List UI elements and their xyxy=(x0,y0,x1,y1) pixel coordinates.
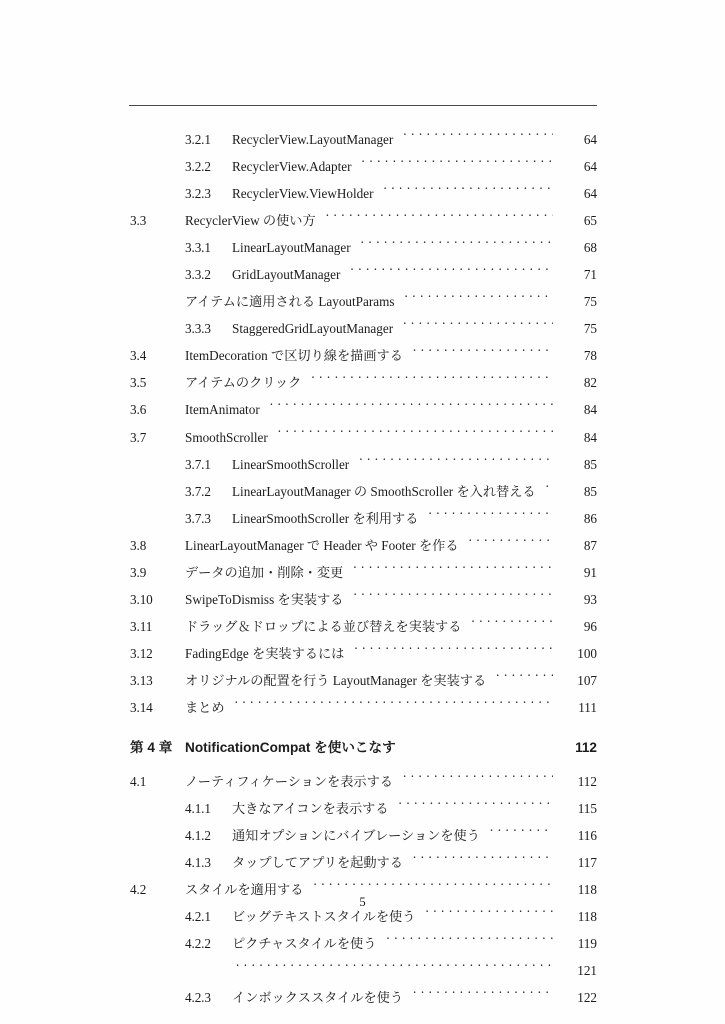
toc-dot-leader xyxy=(490,827,553,840)
toc-dot-leader xyxy=(471,618,553,631)
toc-entry-page-number: 121 xyxy=(577,963,597,979)
toc-dot-leader xyxy=(350,266,553,279)
toc-entry-number: 4.1 xyxy=(130,774,147,790)
toc-entry-title: ItemDecoration で区切り線を描画する xyxy=(185,348,403,364)
toc-dot-leader xyxy=(403,320,553,333)
toc-entry-page-number: 122 xyxy=(577,990,597,1006)
toc-entry-number: 4.2 xyxy=(130,882,147,898)
toc-entry-page-number: 78 xyxy=(583,348,597,364)
toc-entry-page-number: 84 xyxy=(583,429,597,445)
toc-entry[interactable] xyxy=(0,768,725,795)
toc-entry-number: 3.7 xyxy=(130,429,147,445)
toc-entry-title: アイテムのクリック xyxy=(185,375,302,391)
toc-entry-title: LinearLayoutManager で Header や Footer を作る xyxy=(185,537,459,553)
toc-dot-leader xyxy=(413,854,553,867)
toc-entry-number: 3.7.2 xyxy=(185,483,211,499)
toc-entry-page-number: 117 xyxy=(577,855,597,871)
toc-entry-page-number: 100 xyxy=(577,645,597,661)
toc-entry[interactable] xyxy=(0,795,725,822)
toc-entry-number: 3.11 xyxy=(130,618,153,634)
toc-entry-title: RecyclerView の使い方 xyxy=(185,213,316,229)
toc-entry-title: GridLayoutManager xyxy=(232,267,341,283)
toc-entry[interactable] xyxy=(0,640,725,667)
toc-entry-title: RecyclerView.LayoutManager xyxy=(232,132,394,147)
toc-entry[interactable] xyxy=(0,234,725,261)
toc-dot-leader xyxy=(425,908,553,921)
toc-entry[interactable] xyxy=(0,984,725,1011)
chapter-number: 第 4 章 xyxy=(130,740,173,756)
toc-entry-page-number: 85 xyxy=(583,456,597,472)
toc-dot-leader xyxy=(359,455,553,468)
toc-entry[interactable] xyxy=(0,667,725,694)
toc-entry-page-number: 116 xyxy=(577,828,597,844)
toc-entry-page-number: 118 xyxy=(577,909,597,925)
table-of-contents xyxy=(0,126,725,1012)
toc-dot-leader xyxy=(353,564,553,577)
toc-dot-leader xyxy=(353,591,553,604)
toc-entry-title: ドラッグ＆ドロップによる並び替えを実装する xyxy=(185,618,462,634)
toc-entry-title: オリジナルの配置を行う LayoutManager を実装する xyxy=(185,672,487,688)
toc-entry-title: スタイルを適用する xyxy=(185,882,304,898)
toc-entry-number: 3.9 xyxy=(130,564,147,580)
toc-dot-leader xyxy=(270,401,553,414)
toc-entry-title: ノーティフィケーションを表示する xyxy=(185,774,393,790)
chapter-title: NotificationCompat を使いこなす xyxy=(185,740,396,756)
toc-dot-leader xyxy=(236,962,553,975)
toc-entry-page-number: 68 xyxy=(583,240,597,256)
toc-entry-page-number: 75 xyxy=(583,294,597,310)
toc-dot-leader xyxy=(278,428,553,441)
toc-entry-number: 3.14 xyxy=(130,699,153,715)
toc-entry-title: LinearSmoothScroller を利用する xyxy=(232,510,419,526)
header-rule xyxy=(129,105,597,106)
toc-entry-page-number: 71 xyxy=(583,267,597,283)
toc-entry-page-number: 87 xyxy=(583,537,597,553)
toc-entry-page-number: 64 xyxy=(583,159,597,175)
toc-dot-leader xyxy=(428,509,553,522)
toc-entry-page-number: 119 xyxy=(577,936,597,952)
toc-entry[interactable] xyxy=(0,930,725,957)
chapter-page-number: 112 xyxy=(575,740,597,756)
toc-entry-page-number: 111 xyxy=(578,699,597,715)
toc-entry-page-number: 118 xyxy=(577,882,597,898)
toc-entries-after-chapter xyxy=(0,768,725,1011)
toc-entry-title: ItemAnimator xyxy=(185,402,260,418)
toc-entry[interactable] xyxy=(0,822,725,849)
toc-entry[interactable] xyxy=(0,613,725,640)
toc-entry[interactable] xyxy=(0,694,725,721)
toc-dot-leader xyxy=(405,293,554,306)
toc-entry-page-number: 85 xyxy=(583,483,597,499)
toc-entry-title: アイテムに適用される LayoutParams xyxy=(185,294,395,310)
toc-entry-page-number: 115 xyxy=(577,801,597,817)
toc-dot-leader xyxy=(496,672,553,685)
toc-entry-number: 3.3.1 xyxy=(185,240,211,256)
toc-dot-leader xyxy=(386,935,553,948)
toc-dot-leader xyxy=(362,158,553,171)
toc-entry-title: 通知オプションにバイブレーションを使う xyxy=(232,828,480,844)
toc-entry-title: StaggeredGridLayoutManager xyxy=(232,321,394,337)
toc-dot-leader xyxy=(361,239,553,252)
toc-entry-number: 4.1.2 xyxy=(185,828,211,844)
toc-entry-number: 4.1.1 xyxy=(185,801,211,817)
toc-dot-leader xyxy=(546,482,553,495)
toc-entry[interactable] xyxy=(0,126,725,153)
toc-entry-title: LinearSmoothScroller xyxy=(232,456,350,472)
toc-entry[interactable] xyxy=(0,180,725,207)
toc-entry-number: 4.2.2 xyxy=(185,936,211,952)
toc-dot-leader xyxy=(403,773,553,786)
toc-entry-title: RecyclerView.ViewHolder xyxy=(232,186,374,202)
toc-entry-title: SwipeToDismiss を実装する xyxy=(185,591,344,607)
toc-dot-leader xyxy=(313,881,553,894)
toc-dot-leader xyxy=(354,645,553,658)
toc-entry[interactable] xyxy=(0,586,725,613)
toc-entry-page-number: 91 xyxy=(583,564,597,580)
toc-entry-number: 3.8 xyxy=(130,537,147,553)
toc-entry-number: 3.6 xyxy=(130,402,147,418)
toc-entry-title: インボックススタイルを使う xyxy=(232,990,404,1006)
toc-entry-number: 4.1.3 xyxy=(185,855,211,871)
toc-entry-title: まとめ xyxy=(185,699,225,715)
toc-entry-title: RecyclerView.Adapter xyxy=(232,159,352,175)
toc-entry-number: 3.5 xyxy=(130,375,147,391)
toc-entry-title: ビッグテキストスタイルを使う xyxy=(232,909,416,925)
toc-entry-number: 3.12 xyxy=(130,645,153,661)
toc-entry-number: 3.3.2 xyxy=(185,267,211,283)
toc-entry-page-number: 86 xyxy=(583,510,597,526)
toc-entry-number: 3.7.3 xyxy=(185,510,211,526)
toc-entry[interactable] xyxy=(0,451,725,478)
toc-entry-title: ピクチャスタイルを使う xyxy=(232,936,377,952)
toc-entry-page-number: 64 xyxy=(583,132,597,147)
toc-entry[interactable] xyxy=(0,532,725,559)
toc-entry[interactable] xyxy=(0,288,725,315)
toc-entry[interactable] xyxy=(0,369,725,396)
toc-dot-leader xyxy=(235,699,553,712)
toc-dot-leader xyxy=(326,212,553,225)
toc-dot-leader xyxy=(399,800,553,813)
toc-entry-page-number: 75 xyxy=(583,321,597,337)
toc-entry-title: LinearLayoutManager の SmoothScroller を入れ替える xyxy=(232,483,536,499)
toc-entry[interactable] xyxy=(0,957,725,984)
toc-entry-number: 4.2.1 xyxy=(185,909,211,925)
toc-dot-leader xyxy=(383,185,553,198)
toc-entry-number: 4.2.3 xyxy=(185,990,211,1006)
toc-entry[interactable] xyxy=(0,261,725,288)
toc-entry-page-number: 65 xyxy=(583,213,597,229)
toc-entry-title: FadingEdge を実装するには xyxy=(185,645,345,661)
toc-entry-number: 3.3.3 xyxy=(185,321,211,337)
toc-entry[interactable] xyxy=(0,849,725,876)
toc-entry-title: 大きなアイコンを表示する xyxy=(232,801,389,817)
toc-entries-before-chapter xyxy=(0,126,725,721)
toc-entry-page-number: 96 xyxy=(583,618,597,634)
toc-dot-leader xyxy=(413,347,553,360)
toc-entry-page-number: 82 xyxy=(583,375,597,391)
toc-entry-page-number: 93 xyxy=(583,591,597,607)
toc-dot-leader xyxy=(403,131,553,144)
toc-dot-leader xyxy=(469,537,553,550)
toc-entry[interactable] xyxy=(0,478,725,505)
toc-entry[interactable] xyxy=(0,153,725,180)
toc-entry-number: 3.2.1 xyxy=(185,132,211,147)
toc-entry[interactable] xyxy=(0,315,725,342)
toc-dot-leader xyxy=(311,374,553,387)
toc-entry[interactable] xyxy=(0,559,725,586)
page-folio: 5 xyxy=(359,895,366,909)
toc-entry-title: SmoothScroller xyxy=(185,429,268,445)
toc-entry-title: タップしてアプリを起動する xyxy=(232,855,403,871)
toc-entry-title: データの追加・削除・変更 xyxy=(185,564,344,580)
toc-entry-page-number: 64 xyxy=(583,186,597,202)
toc-entry[interactable] xyxy=(0,396,725,423)
toc-entry[interactable] xyxy=(0,424,725,451)
toc-dot-leader xyxy=(413,989,553,1002)
toc-entry[interactable] xyxy=(0,505,725,532)
toc-entry-title: LinearLayoutManager xyxy=(232,240,351,256)
toc-entry-page-number: 107 xyxy=(577,672,597,688)
toc-entry-number: 3.2.2 xyxy=(185,159,211,175)
toc-entry-number: 3.2.3 xyxy=(185,186,211,202)
toc-entry-number: 3.3 xyxy=(130,213,147,229)
toc-entry-number: 3.13 xyxy=(130,672,153,688)
toc-entry-page-number: 84 xyxy=(583,402,597,418)
toc-entry-page-number: 112 xyxy=(577,774,597,790)
toc-entry[interactable] xyxy=(0,342,725,369)
toc-chapter-heading[interactable] xyxy=(0,734,725,761)
toc-entry[interactable] xyxy=(0,207,725,234)
toc-entry-number: 3.10 xyxy=(130,591,153,607)
toc-entry-number: 3.7.1 xyxy=(185,456,211,472)
toc-entry-number: 3.4 xyxy=(130,348,147,364)
